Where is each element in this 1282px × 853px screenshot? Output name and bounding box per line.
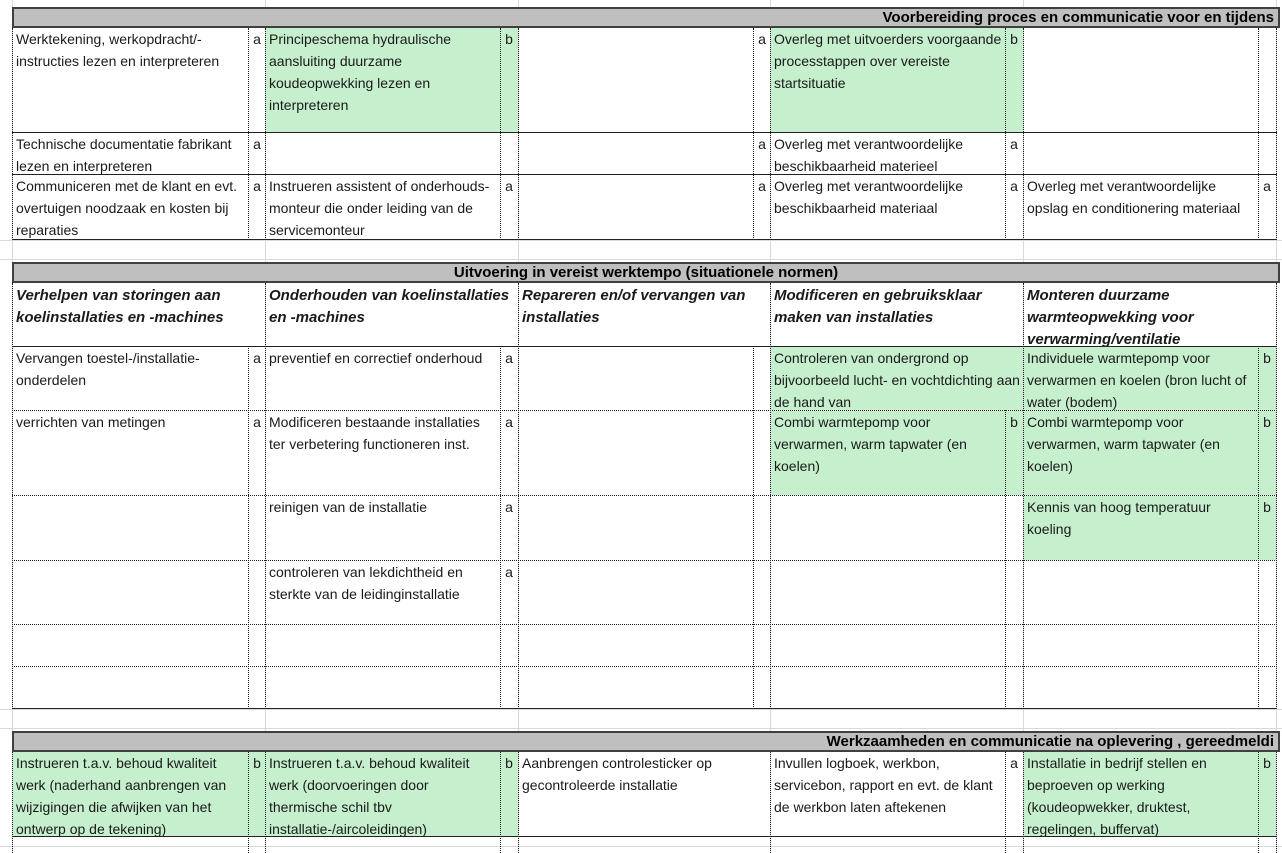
level-label: b [1005, 28, 1023, 132]
cell-instrueren-assistent[interactable]: Instrueren assistent of onderhouds-monteur die onder leiding van de servicemonteur [269, 178, 490, 238]
cell-preventief-onderhoud[interactable]: preventief en correctief onderhoud [269, 350, 483, 366]
level-label: a [505, 178, 513, 194]
level-label: a [1010, 755, 1018, 771]
cell-modificeren-bestaande[interactable]: Modificeren bestaande installaties ter verbetering functioneren inst. [269, 414, 480, 452]
level-label: b [248, 752, 266, 836]
header-modificeren[interactable]: Modificeren en gebruiksklaar maken van installaties [774, 287, 982, 326]
level-label: b [1258, 752, 1276, 836]
cell-instrueren-kwaliteit-doorvoeringen[interactable]: Instrueren t.a.v. behoud kwaliteit werk (doorvoeringen door thermische schil tbv installatie-/aircoleidingen) [266, 752, 500, 836]
cell-reinigen[interactable]: reinigen van de installatie [269, 499, 427, 515]
level-label: b [1258, 411, 1276, 495]
cell-controlesticker[interactable]: Aanbrengen controlesticker op gecontroleerde installatie [522, 755, 712, 793]
cell-overleg-materieel[interactable]: Overleg met verantwoordelijke beschikbaarheid materieel [774, 136, 964, 174]
level-label: a [758, 31, 766, 47]
cell-kennis-koeling[interactable]: Kennis van hoog temperatuur koeling [1024, 496, 1258, 560]
cell-verrichten-metingen[interactable]: verrichten van metingen [16, 414, 166, 430]
cell-empty[interactable] [519, 28, 753, 132]
header-onderhouden[interactable]: Onderhouden van koelinstallaties en -machines [269, 287, 510, 326]
cell-individuele-warmtepomp[interactable]: Individuele warmtepomp voor verwarmen en koelen (bron lucht of water (bodem) [1024, 347, 1258, 410]
cell-combi-warmtepomp[interactable]: Combi warmtepomp voor verwarmen, warm tapwater (en koelen) [1024, 411, 1258, 495]
level-label: b [1258, 496, 1276, 560]
band-title-uitvoering: Uitvoering in vereist werktempo (situationele normen) [12, 262, 1280, 283]
cell-instrueren-kwaliteit-tekening[interactable]: Instrueren t.a.v. behoud kwaliteit werk (naderhand aanbrengen van wijzigingen die afwijken van het ontwerp op de tekening) [13, 752, 248, 836]
level-label: a [758, 178, 766, 194]
cell-combi-warmtepomp[interactable]: Combi warmtepomp voor verwarmen, warm tapwater (en koelen) [771, 411, 1005, 495]
level-label: a [253, 178, 261, 194]
level-label: a [253, 414, 261, 430]
level-label: b [1258, 347, 1276, 410]
cell-technische-documentatie[interactable]: Technische documentatie fabrikant lezen en interpreteren [16, 136, 232, 174]
cell-controleren-lekdichtheid[interactable]: controleren van lekdichtheid en sterkte van de leidinginstallatie [269, 564, 463, 602]
header-monteren[interactable]: Monteren duurzame warmteopwekking voor verwarming/ventilatie [1027, 287, 1194, 346]
level-label: a [1010, 136, 1018, 152]
level-label: a [505, 564, 513, 580]
cell-principeschema[interactable]: Principeschema hydraulische aansluiting duurzame koudeopwekking lezen en interpreteren [266, 28, 500, 132]
cell-overleg-opslag[interactable]: Overleg met verantwoordelijke opslag en conditionering materiaal [1027, 178, 1241, 216]
level-label: b [500, 752, 518, 836]
level-label: a [253, 31, 261, 47]
level-label: b [500, 28, 518, 132]
cell-vervangen-onderdelen[interactable]: Vervangen toestel-/installatie-onderdelen [16, 350, 200, 388]
level-label: a [505, 499, 513, 515]
cell-werktekening[interactable]: Werktekening, werkopdracht/-instructies lezen en interpreteren [16, 31, 220, 69]
cell-overleg-uitvoerders[interactable]: Overleg met uitvoerders voorgaande processtappen over vereiste startsituatie [771, 28, 1005, 132]
level-label: a [1010, 178, 1018, 194]
cell-controleren-ondergrond[interactable]: Controleren van ondergrond op bijvoorbeeld lucht- en vochtdichting aan de hand van [771, 347, 1023, 410]
level-label: a [253, 350, 261, 366]
cell-invullen-logboek[interactable]: Invullen logboek, werkbon, servicebon, rapport en evt. de klant de werkbon laten aftekenen [774, 755, 993, 815]
cell-communiceren-klant[interactable]: Communiceren met de klant en evt. overtuigen noodzaak en kosten bij reparaties [16, 178, 237, 238]
header-verhelpen[interactable]: Verhelpen van storingen aan koelinstallaties en -machines [16, 287, 224, 326]
header-repareren[interactable]: Repareren en/of vervangen van installaties [522, 287, 746, 326]
level-label: a [253, 136, 261, 152]
level-label: b [1005, 411, 1023, 495]
level-label: a [758, 136, 766, 152]
level-label: a [1263, 178, 1271, 194]
cell-installatie-in-bedrijf[interactable]: Installatie in bedrijf stellen en beproeven op werking (koudeopwekker, druktest, regelingen, buffervat) [1024, 752, 1258, 836]
band-title-voorbereiding: Voorbereiding proces en communicatie voor en tijdens [12, 7, 1280, 28]
level-label: a [505, 414, 513, 430]
cell-overleg-materiaal[interactable]: Overleg met verantwoordelijke beschikbaarheid materiaal [774, 178, 964, 216]
level-label: a [505, 350, 513, 366]
band-title-werkzaamheden: Werkzaamheden en communicatie na oplevering , gereedmeldi [12, 731, 1280, 752]
